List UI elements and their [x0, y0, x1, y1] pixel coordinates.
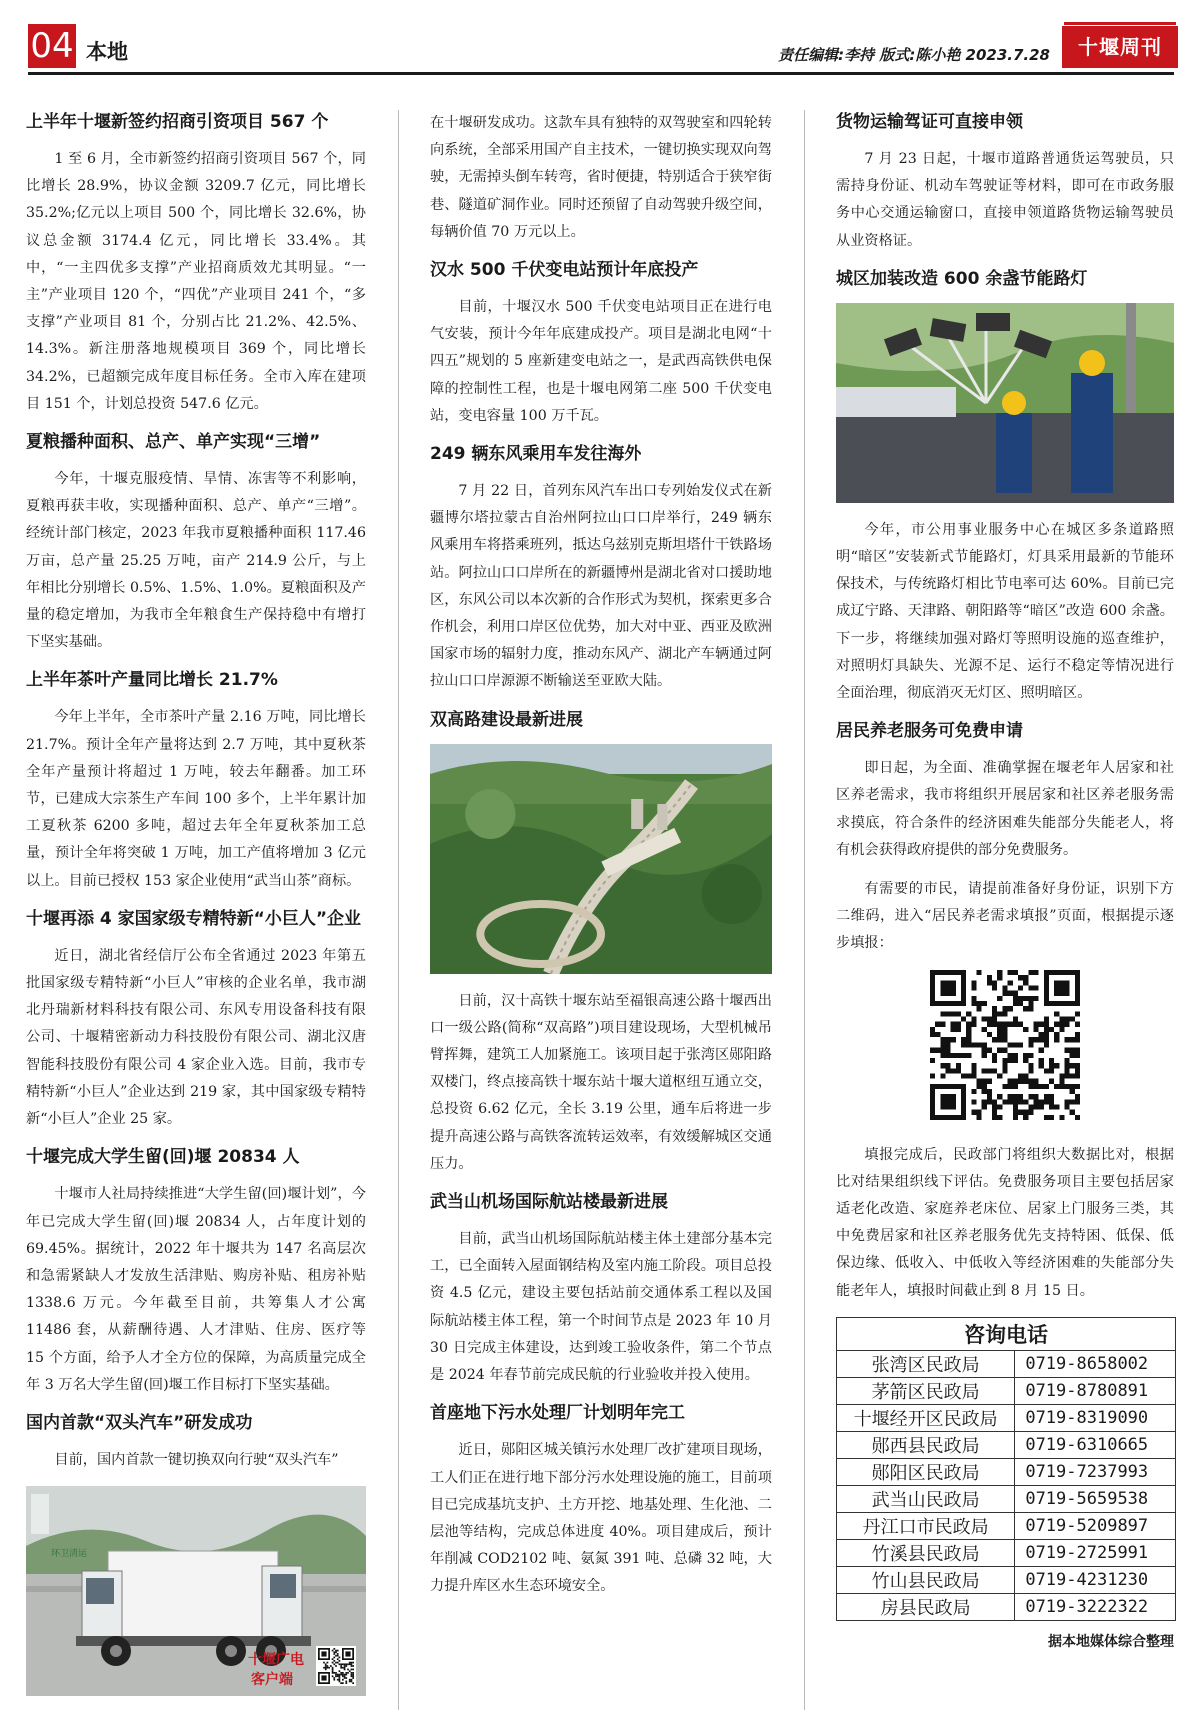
bureau-name: 房县民政局: [837, 1593, 1015, 1620]
hotline-row: [837, 1377, 1176, 1404]
phone-number: 0719-6310665: [1015, 1431, 1176, 1458]
article-paragraph: 十堰市人社局持续推进“大学生留(回)堰计划”，今年已完成大学生留(回)堰 20834 人，占年度计划的 69.45%。据统计，2022 年十堰共为 147 名高层次和急需紧缺人才发放生活津贴、购房补贴、租房补贴 1338.6 万元。今年截至目前，共筹集人才公寓 11486 套，从薪酬待遇、人才津贴、住房、医疗等 15 个方面，给予人才全方位的保障，为高质量完成全年 3 万名大学生留(回)堰工作目标打下坚实基础。: [26, 1186, 366, 1393]
editor-credits: 责任编辑:李持 版式:陈小艳 2023.7.28: [778, 46, 1050, 64]
masthead-logo: 十堰周刊: [1062, 26, 1178, 68]
col2-headline: 武当山机场国际航站楼最新进展: [430, 1192, 668, 1213]
col1-headline: 夏粮播种面积、总产、单产实现“三增”: [26, 432, 321, 453]
article-paragraph: 有需要的市民，请提前准备好身份证，识别下方二维码，进入“居民养老需求填报”页面，根据提示逐步填报：: [836, 881, 1174, 952]
article-paragraph: 日前，汉十高铁十堰东站至福银高速公路十堰西出口一级公路(简称“双高路”)项目建设现场，大型机械吊臂挥舞，建筑工人加紧施工。该项目起于张湾区郧阳路双楼门，终点接高铁十堰东站十堰大道枢纽互通立交，总投资 6.62 亿元，全长 3.19 公里，通车后将进一步提升高速公路与高铁客流转运效率，有效缓解城区交通压力。: [430, 992, 772, 1172]
bureau-name: 丹江口市民政局: [837, 1512, 1015, 1539]
col2-headline: 首座地下污水处理厂计划明年完工: [430, 1403, 685, 1424]
article-paragraph: 目前，国内首款一键切换双向行驶“双头汽车”: [54, 1451, 339, 1468]
bureau-name: 郧阳区民政局: [837, 1458, 1015, 1485]
article-paragraph: 在十堰研发成功。这款车具有独特的双驾驶室和四轮转向系统，全部采用国产自主技术，一键切换实现双向驾驶，无需掉头倒车转弯，省时便捷，特别适合于狭窄街巷、隧道矿洞作业。同时还预留了自动驾驶升级空间，每辆价值 70 万元以上。: [430, 115, 772, 240]
bureau-name: 竹山县民政局: [837, 1566, 1015, 1593]
hotline-table: [836, 1317, 1176, 1621]
col3-headline: 居民养老服务可免费申请: [836, 721, 1023, 742]
bureau-name: 十堰经开区民政局: [837, 1404, 1015, 1431]
phone-number: 0719-5659538: [1015, 1485, 1176, 1512]
hotline-title: 咨询电话: [837, 1317, 1176, 1350]
col2-headline: 249 辆东风乘用车发往海外: [430, 444, 642, 465]
col2-headline: 双高路建设最新进展: [430, 709, 583, 730]
hotline-row: [837, 1350, 1176, 1377]
tv-logo-caption: 客户端: [251, 1672, 293, 1689]
streetlight-photo: [836, 303, 1174, 503]
highway-photo: [430, 744, 772, 974]
article-paragraph: 目前，十堰汉水 500 千伏变电站项目正在进行电气安装，预计今年年底建成投产。项目是湖北电网“十四五”规划的 5 座新建变电站之一，是武西高铁供电保障的控制性工程，也是十堰电网第二座 500 千伏变电站，变电容量 100 万千瓦。: [430, 299, 772, 424]
col1-headline: 国内首款“双头汽车”研发成功: [26, 1412, 253, 1433]
hotline-row: [837, 1431, 1176, 1458]
phone-number: 0719-8319090: [1015, 1404, 1176, 1431]
article-paragraph: 近日，郧阳区城关镇污水处理厂改扩建项目现场，工人们正在进行地下部分污水处理设施的施工，目前项目已完成基坑支护、土方开挖、地基处理、生化池、二层池等结构，完成总体进度 40%。项目建成后，预计年削减 COD2102 吨、氨氮 391 吨、总磷 32 吨，大力提升库区水生态环境安全。: [430, 1442, 772, 1595]
column-1: [26, 110, 366, 1710]
column-3: [836, 110, 1174, 1651]
bureau-name: 郧西县民政局: [837, 1431, 1015, 1458]
hotline-row: [837, 1512, 1176, 1539]
article-paragraph: 目前，武当山机场国际航站楼主体土建部分基本完工，已全面转入屋面钢结构及室内施工阶段。项目总投资 4.5 亿元，建设主要包括站前交通体系工程以及国际航站楼主体工程，第一个时间节点是 2023 年 10 月 30 日完成主体建设，达到竣工验收条件，第二个节点是 2024 年春节前完成民航的行业验收并投入使用。: [430, 1231, 772, 1384]
column-divider: [804, 110, 805, 1710]
hotline-row: [837, 1404, 1176, 1431]
column-2: [430, 110, 772, 1613]
article-paragraph: 今年上半年，全市茶叶产量 2.16 万吨，同比增长 21.7%。预计全年产量将达到 2.7 万吨，其中夏秋茶全年产量预计将超过 1 万吨，较去年翻番。加工环节，已建成大宗茶生产车间 100 多个，上半年累计加工夏秋茶 6200 多吨，超过去年全年夏秋茶加工总量，预计全年将突破 1 万吨，加工产值将增加 3 亿元以上。目前已授权 153 家企业使用“武当山茶”商标。: [26, 709, 366, 889]
article-paragraph: 1 至 6 月，全市新签约招商引资项目 567 个，同比增长 28.9%，协议金额 3209.7 亿元，同比增长 35.2%;亿元以上项目 500 个，同比增长 32.6%，协议总金额 3174.4 亿元，同比增长 33.4%。其中，“一主四优多支撑”产业招商质效尤其明显。“一主”产业项目 120 个，“四优”产业项目 241 个，“多支撑”产业项目 81 个，分别占比 21.2%、42.5%、14.3%。新注册落地规模项目 369 个，同比增长 34.2%，已超额完成年度目标任务。全市入库在建项目 151 个，计划总投资 547.6 亿元。: [26, 151, 366, 412]
phone-number: 0719-5209897: [1015, 1512, 1176, 1539]
hotline-row: [837, 1458, 1176, 1485]
column-divider: [398, 110, 399, 1710]
col1-headline: 十堰再添 4 家国家级专精特新“小巨人”企业: [26, 908, 362, 929]
phone-number: 0719-8658002: [1015, 1350, 1176, 1377]
bureau-name: 武当山民政局: [837, 1485, 1015, 1512]
hotline-row: [837, 1566, 1176, 1593]
hotline-row: [837, 1539, 1176, 1566]
article-paragraph: 今年，十堰克服疫情、旱情、冻害等不利影响，夏粮再获丰收，实现播种面积、总产、单产“三增”。经统计部门核定，2023 年我市夏粮播种面积 117.46 万亩，总产量 25.25 万吨，亩产 214.9 公斤，与上年相比分别增长 0.5%、1.5%、1.0%。夏粮面积及产量的稳定增加，为我市全年粮食生产保持稳中有增打下坚实基础。: [26, 471, 366, 651]
col1-headline: 十堰完成大学生留(回)堰 20834 人: [26, 1147, 300, 1168]
col3-headline: 城区加装改造 600 余盏节能路灯: [836, 268, 1088, 289]
article-paragraph: 今年，市公用事业服务中心在城区多条道路照明“暗区”安装新式节能路灯，灯具采用最新的节能环保技术，与传统路灯相比节电率可达 60%。目前已完成辽宁路、天津路、朝阳路等“暗区”改造 600 余盏。下一步，将继续加强对路灯等照明设施的巡查维护，对照明灯具缺失、光源不足、运行不稳定等情况进行全面治理，彻底消灭无灯区、照明暗区。: [836, 521, 1174, 702]
truck-photo: [26, 1486, 366, 1696]
col3-headline: 货物运输驾证可直接申领: [836, 112, 1023, 132]
article-paragraph: 7 月 22 日，首列东风汽车出口专列始发仪式在新疆博尔塔拉蒙古自治州阿拉山口口岸举行，249 辆东风乘用车将搭乘班列，抵达乌兹别克斯坦塔什干铁路场站。阿拉山口口岸所在的新疆博州是湖北省对口援助地区，东风公司以本次新的合作形式为契机，探索更多合作机会，利用口岸区位优势，加大对中亚、西亚及欧洲国家市场的辐射力度，推动东风产、湖北产车辆通过阿拉山口口岸源源不断输送至亚欧大陆。: [430, 483, 772, 690]
article-paragraph: 填报完成后，民政部门将组织大数据比对，根据比对结果组织线下评估。免费服务项目主要包括居家适老化改造、家庭养老床位、居家上门服务三类，其中免费居家和社区养老服务优先支持特困、低保、低保边缘、低收入、中低收入等经济困难的失能部分失能老年人，填报时间截止到 8 月 15 日。: [836, 1146, 1174, 1299]
page-number: 04: [28, 24, 76, 68]
header-rule: [28, 72, 1174, 75]
bureau-name: 竹溪县民政局: [837, 1539, 1015, 1566]
phone-number: 0719-8780891: [1015, 1377, 1176, 1404]
hotline-row: [837, 1485, 1176, 1512]
truck-cab-text: 环卫清运: [51, 1549, 88, 1560]
phone-number: 0719-4231230: [1015, 1566, 1176, 1593]
hotline-row: [837, 1593, 1176, 1620]
article-paragraph: 即日起，为全面、准确掌握在堰老年人居家和社区养老需求，我市将组织开展居家和社区养老服务需求摸底，符合条件的经济困难失能部分失能老人，将有机会获得政府提供的部分免费服务。: [836, 760, 1174, 858]
page-header: [0, 0, 1200, 80]
qr-code[interactable]: [930, 970, 1080, 1120]
source-note: 据本地媒体综合整理: [1048, 1633, 1174, 1650]
phone-number: 0719-2725991: [1015, 1539, 1176, 1566]
phone-number: 0719-7237993: [1015, 1458, 1176, 1485]
bureau-name: 茅箭区民政局: [837, 1377, 1015, 1404]
phone-number: 0719-3222322: [1015, 1593, 1176, 1620]
article-paragraph: 近日，湖北省经信厅公布全省通过 2023 年第五批国家级专精特新“小巨人”审核的企业名单，我市湖北丹瑞新材料科技有限公司、东风专用设备科技有限公司、十堰精密新动力科技股份有限公司、湖北汉唐智能科技股份有限公司 4 家企业入选。目前，我市专精特新“小巨人”企业达到 219 家，其中国家级专精特新“小巨人”企业 25 家。: [26, 947, 366, 1128]
article-paragraph: 7 月 23 日起，十堰市道路普通货运驾驶员，只需持身份证、机动车驾驶证等材料，即可在市政务服务中心交通运输窗口，直接申领道路货物运输驾驶员从业资格证。: [836, 151, 1174, 249]
bureau-name: 张湾区民政局: [837, 1350, 1015, 1377]
col2-headline: 汉水 500 千伏变电站预计年底投产: [430, 260, 699, 281]
tv-logo-text: 十堰广电: [248, 1652, 304, 1669]
col1-headline: 上半年茶叶产量同比增长 21.7%: [26, 670, 278, 691]
section-name: 本地: [86, 40, 128, 64]
col1-headline: 上半年十堰新签约招商引资项目 567 个: [26, 112, 329, 132]
